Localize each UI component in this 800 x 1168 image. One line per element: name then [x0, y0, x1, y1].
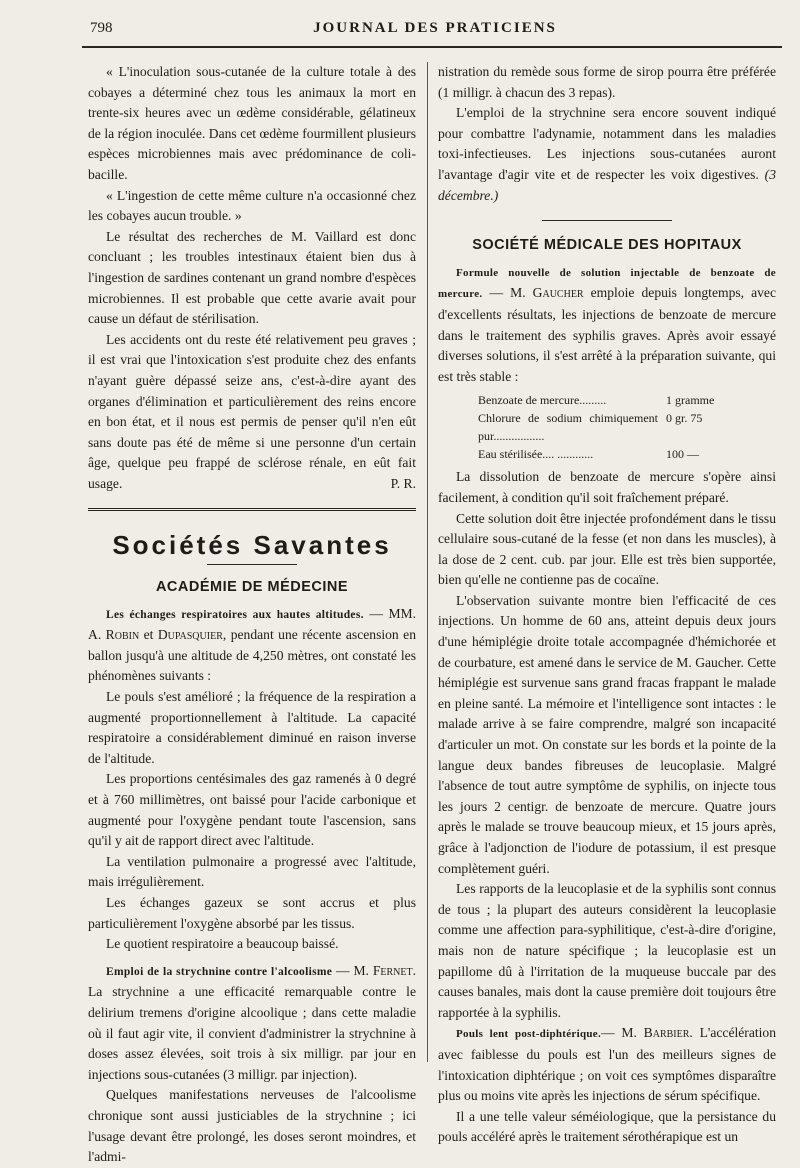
running-header: [90, 20, 780, 44]
author-name: M. Gaucher: [676, 654, 741, 670]
formula-quantity: 1 gramme: [666, 393, 715, 408]
leucoplasie-paragraph: Les rapports de la leucoplasie et de la syphilis sont connus de tous ; la plupart des auteurs considèrent la leucoplasie comme une affection para-syphilitique, c'est-à-dire d'origine, mais non de nature spécifique ; la leucoplasie est un papillome dû à l'irritation de la muqueuse buccale par des causes banales, mais dont la cause première doit toujours être rapportée à la syphilis.: [438, 881, 776, 1020]
benzoate-paragraph-3: Cette solution doit être injectée profondément dans le tissu cellulaire sous-cutané de la fesse (et non dans les muscles), à la dose de 2 cent. cub. par jour. Elle est très bien supportée, bien qu'elle ne contienne pas de cocaïne.: [438, 510, 776, 588]
benzoate-paragraph: [438, 262, 776, 388]
strychnine-paragraph: [88, 961, 416, 1086]
benzoate-rubric: Formule nouvelle de solution injectable de benzoate de mercure.: [438, 266, 776, 301]
text-span: —: [363, 605, 389, 621]
text-span: et: [139, 627, 158, 643]
echanges-point-5: Le quotient respiratoire a beaucoup baissé.: [106, 936, 339, 952]
formula-quantity: 0 gr. 75: [666, 411, 703, 426]
strychnine-paragraph-3: [438, 103, 776, 206]
pouls-paragraph: [438, 1023, 776, 1106]
echanges-point-4: Les échanges gazeux se sont accrus et plus particulièrement l'oxygène absorbé par les tissus.: [88, 894, 416, 931]
echanges-point-1: Le pouls s'est amélioré ; la fréquence de la respiration a augmenté proportionnellement à l'altitude. La capacité respiratoire a considérablement diminué en raison inverse de l'altitude.: [88, 689, 416, 766]
text-span: . Cette hémiplégie est survenue sans grand fracas frappant le malade en pleine santé. La mémoire et l'intelligence sont intactes : le malade arrive à se faire comprendre, malgré son incapacité d'articuler un mot. On constate sur les bords et la pointe de la langue deux bandes fibreuses de leucoplasie. Malgré l'absence de tout autre symptôme de syphilis, on injecte tous les jours 2 centigr. de benzoate de mercure. Quatre jours après le malade se trouve beaucoup mieux, et 15 jours après, grâce à l'adjonction de l'iodure de potassium, il est presque complètement guéri.: [438, 654, 777, 876]
academie-heading: ACADÉMIE DE MÉDECINE: [155, 579, 349, 596]
text-span: . La strychnine a une efficacité remarquable contre le delirium tremens d'origine alcoolique ; dans cette maladie où il faut agir vite, il convient d'administrer la strychnine à doses assez élevées, soit trois à six milligr. par jour en injections sous-cutanées (3 milligr. par injection).: [88, 962, 416, 1082]
text-span: MM. A.: [88, 605, 417, 643]
text-span: emploie depuis longtemps, avec d'excellents résultats, les injections de benzoate de mercure dans le traitement des syphilis graves. Après avoir essayé diverses solutions, il s'est arrêté à la préparation suivante, qui est très stable :: [438, 285, 776, 384]
societe-heading: SOCIÉTÉ MÉDICALE DES HOPITAUX: [472, 237, 742, 254]
observation-paragraph: [438, 591, 776, 879]
text-span: L'emploi de la strychnine sera encore souvent indiqué pour combattre l'adynamie, notamment dans les maladies toxi-infectieuses. Les injections sous-cutanées auront l'avantage d'agir vite et de respecter les voix digestives.: [438, 105, 776, 182]
session-date: (3 décembre.): [438, 166, 776, 203]
echanges-rubric: Les échanges respiratoires aux hautes altitudes.: [106, 608, 364, 621]
author-name: Robin: [105, 627, 140, 643]
page-number: 798: [90, 20, 113, 36]
echanges-paragraph: [88, 604, 416, 687]
text-span: Le résultat des recherches de: [106, 228, 292, 244]
author-name: Dupasquier: [157, 627, 223, 643]
formula-row: [478, 409, 714, 445]
pouls-paragraph-2: Il a une telle valeur séméiologique, que la persistance du pouls accéléré après le traitement sérothérapique est un: [438, 1108, 776, 1145]
text-span: , pendant une récente ascension en ballon jusqu'à une altitude de 4,250 mètres, ont constaté les phénomènes suivants :: [88, 627, 416, 684]
right-column: [438, 62, 776, 1148]
quote-paragraph-2: « L'ingestion de cette même culture n'a occasionné chez les cobayes aucun trouble. »: [88, 187, 416, 224]
text-span: — M.: [482, 285, 533, 301]
author-name: Barbier: [643, 1025, 690, 1041]
section-short-rule: [542, 220, 672, 221]
continued-paragraph: nistration du remède sous forme de sirop pourra être préférée (1 milligr. à chacun des 3 repas).: [438, 64, 776, 100]
benzoate-paragraph-2: La dissolution de benzoate de mercure s'opère ainsi facilement, à condition qu'il soit fraîchement préparé.: [438, 469, 776, 505]
vaillard-paragraph: [88, 227, 416, 330]
section-short-rule: [207, 564, 297, 565]
journal-title: JOURNAL DES PRATICIENS: [313, 20, 557, 36]
text-span: L'observation suivante montre bien l'efficacité de ces injections. Un homme de 60 ans, atteint depuis deux jours d'une hémiplégie droite totale accompagnée d'hémichorée et de courbature, est amené dans le service de: [438, 592, 776, 670]
pouls-rubric: Pouls lent post-diphtérique.: [456, 1028, 602, 1041]
header-rule: [82, 46, 782, 48]
section-title: Sociétés Savantes: [112, 530, 392, 561]
quote-paragraph-1: « L'inoculation sous-cutanée de la culture totale à des cobayes a déterminé chez tous les animaux la mort en trente-six heures avec un œdème considérable, gélatineux de la région inoculée. Dans cet œdème fourmillent plusieurs espèces microbiennes mais avec prédominance de coli-bacille.: [88, 64, 416, 182]
formula-ingredient: Chlorure de sodium chimiquement pur.................: [478, 411, 658, 444]
formula-row: [478, 391, 714, 409]
formula-row: [478, 445, 714, 463]
strychnine-paragraph-2: Quelques manifestations nerveuses de l'alcoolisme chronique sont aussi justiciables de la strychnine ; ici l'usage devant être prolongé, les doses seront moindres, et l'admi-: [88, 1087, 416, 1165]
left-column: [88, 62, 416, 1168]
accidents-paragraph: [88, 330, 416, 495]
echanges-point-2: Les proportions centésimales des gaz ramenés à 0 degré et à 760 millimètres, ont baissé pour l'acide carbonique et augmenté pour l'oxygène pendant toute l'ascension, sans qu'il y ait de rapport direct avec l'altitude.: [88, 771, 416, 849]
formula-quantity: 100 —: [666, 447, 699, 462]
formula-ingredient: Benzoate de mercure.........: [478, 393, 607, 408]
strychnine-rubric: Emploi de la strychnine contre l'alcoolisme: [106, 965, 333, 978]
formula-table: [478, 391, 714, 463]
text-span: — M.: [601, 1025, 644, 1041]
text-span: —: [332, 962, 354, 978]
author-name: M. Fernet: [353, 962, 413, 978]
echanges-point-3: La ventilation pulmonaire a progressé avec l'altitude, mais irrégulièrement.: [88, 853, 416, 890]
formula-ingredient: Eau stérilisée.... ............: [478, 447, 594, 462]
text-span: est donc concluant ; les troubles intestinaux étaient bien dus à l'ingestion de sardines contenant un grand nombre d'espèces microbiennes. Il est probable que cette avarie avait pour cause un défaut de stérilisation.: [88, 228, 417, 327]
author-name: Gaucher: [532, 285, 584, 301]
article-signature: P. R.: [390, 475, 416, 491]
text-span: . L'accélération avec faiblesse du pouls est l'un des meilleurs signes de l'intoxication diphtérique ; on voit ces symptômes disparaître plus ou moins vite après les injections de sérum spécifique.: [438, 1025, 776, 1104]
text-span: Les accidents ont du reste été relativement peu graves ; il est vrai que l'intoxication s'est produite chez des enfants n'ayant guère dépassé seize ans, c'est-à-dire ayant des organes d'élimination et particulièrement des reins encore en bon état, et il nous est permis de penser qu'il n'en eût sans doute pas été de même si une personne d'un certain âge, quelque peu frappé de sclérose rénale, en eût fait usage.: [88, 331, 416, 491]
section-double-rule: [88, 508, 416, 513]
author-name: M. Vaillard: [291, 228, 358, 244]
column-divider: [427, 62, 428, 1062]
